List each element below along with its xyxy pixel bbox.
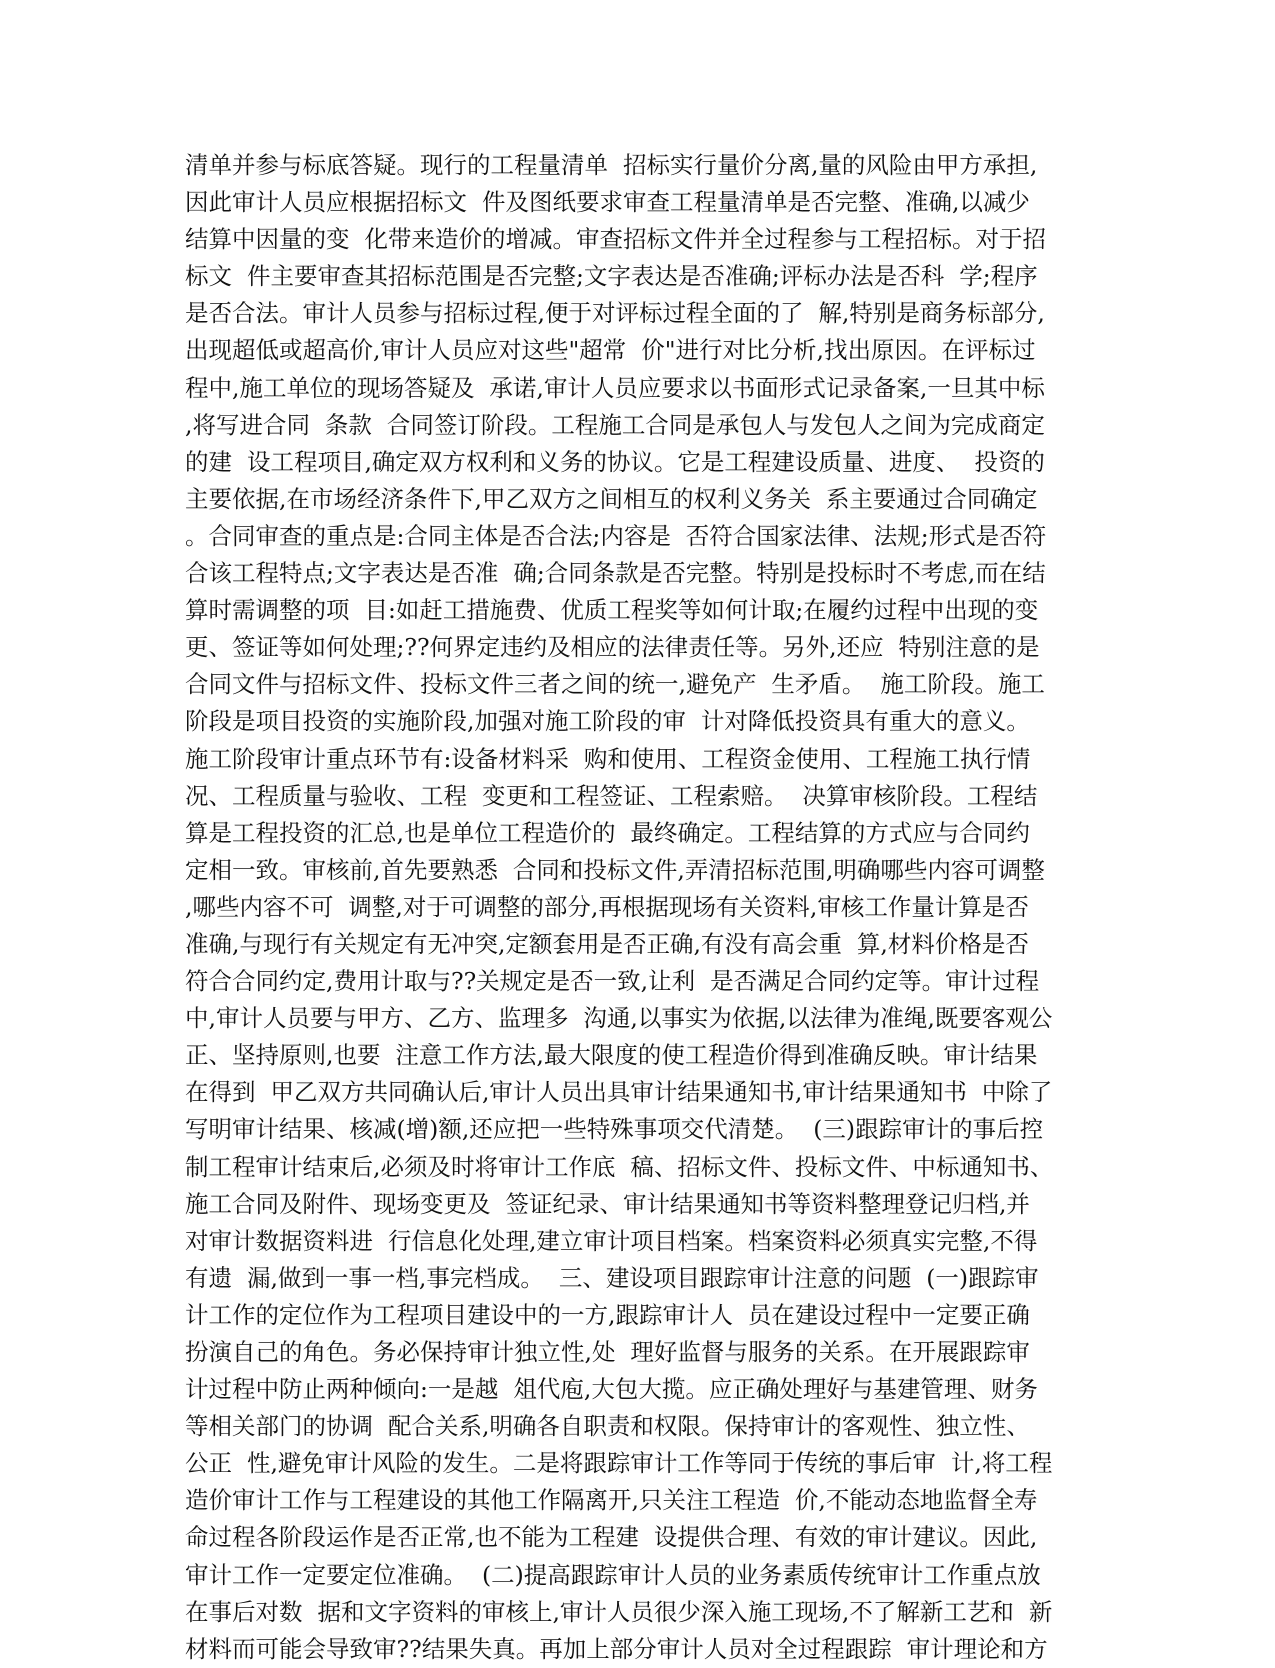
text-line: 命过程各阶段运作是否正常,也不能为工程建 设提供合理、有效的审计建议。因此, [185, 1523, 1038, 1552]
text-line: 况、工程质量与验收、工程 变更和工程签证、工程索赔。 决算审核阶段。工程结 [185, 781, 1038, 810]
text-line: 更、签证等如何处理;??何界定违约及相应的法律责任等。另外,还应 特别注意的是 [185, 633, 1040, 662]
text-line: 主要依据,在市场经济条件下,甲乙双方之间相互的权利义务关 系主要通过合同确定 [185, 484, 1038, 513]
text-line: 正、坚持原则,也要 注意工作方法,最大限度的使工程造价得到准确反映。审计结果 [185, 1041, 1038, 1070]
text-line: 在事后对数 据和文字资料的审核上,审计人员很少深入施工现场,不了解新工艺和 新 [185, 1597, 1053, 1626]
text-line: 审计工作一定要定位准确。 (二)提高跟踪审计人员的业务素质传统审计工作重点放 [185, 1560, 1041, 1589]
text-line: 算是工程投资的汇总,也是单位工程造价的 最终确定。工程结算的方式应与合同约 [185, 818, 1030, 847]
text-line: 扮演自己的角色。务必保持审计独立性,处 理好监督与服务的关系。在开展跟踪审 [185, 1338, 1030, 1366]
text-line: 标文 件主要审查其招标范围是否完整;文字表达是否准确;评标办法是否科 学;程序 [185, 262, 1038, 291]
text-line: 制工程审计结束后,必须及时将审计工作底 稿、招标文件、投标文件、中标通知书、 [185, 1152, 1054, 1181]
text-line: 写明审计结果、核减(增)额,还应把一些特殊事项交代清楚。 (三)跟踪审计的事后控 [185, 1115, 1044, 1144]
text-line: 对审计数据资料进 行信息化处理,建立审计项目档案。档案资料必须真实完整,不得 [185, 1226, 1038, 1255]
text-line: 计工作的定位作为工程项目建设中的一方,跟踪审计人 员在建设过程中一定要正确 [185, 1300, 1030, 1329]
text-line: ,将写进合同 条款 合同签订阶段。工程施工合同是承包人与发包人之间为完成商定 [185, 410, 1045, 439]
text-line: 准确,与现行有关规定有无冲突,定额套用是否正确,有没有高会重 算,材料价格是否 [185, 929, 1029, 958]
text-line: 施工阶段审计重点环节有:设备材料采 购和使用、工程资金使用、工程施工执行情 [185, 744, 1031, 773]
body-text [185, 147, 1095, 1668]
text-line: 计过程中防止两种倾向:一是越 俎代庖,大包大揽。应正确处理好与基建管理、财务 [185, 1375, 1038, 1404]
text-line: 合同文件与招标文件、投标文件三者之间的统一,避免产 生矛盾。 施工阶段。施工 [185, 670, 1045, 699]
text-line: 合该工程特点;文字表达是否准 确;合同条款是否完整。特别是投标时不考虑,而在结 [185, 559, 1046, 588]
text-line: 符合合同约定,费用计取与??关规定是否一致,让利 是否满足合同约定等。审计过程 [185, 967, 1040, 996]
text-line: 程中,施工单位的现场答疑及 承诺,审计人员应要求以书面形式记录备案,一旦其中标 [185, 373, 1045, 402]
text-line: 有遗 漏,做到一事一档,事完档成。 三、建设项目跟踪审计注意的问题 (一)跟踪审 [185, 1263, 1039, 1292]
text-line: 出现超低或超高价,审计人员应对这些"超常 价"进行对比分析,找出原因。在评标过 [185, 336, 1036, 365]
text-line: 结算中因量的变 化带来造价的增减。审查招标文件并全过程参与工程招标。对于招 [185, 225, 1046, 254]
text-line: 材料而可能会导致审??结果失真。再加上部分审计人员对全过程跟踪 审计理论和方 [185, 1634, 1048, 1663]
text-line: 中,审计人员要与甲方、乙方、监理多 沟通,以事实为依据,以法律为准绳,既要客观公 [185, 1004, 1053, 1033]
text-line: 的建 设工程项目,确定双方权利和义务的协议。它是工程建设质量、进度、 投资的 [185, 447, 1045, 476]
text-line: 等相关部门的协调 配合关系,明确各自职责和权限。保持审计的客观性、独立性、 [185, 1412, 1030, 1441]
text-line: 施工合同及附件、现场变更及 签证纪录、审计结果通知书等资料整理登记归档,并 [185, 1189, 1030, 1218]
text-line: 在得到 甲乙双方共同确认后,审计人员出具审计结果通知书,审计结果通知书 中除了 [185, 1078, 1053, 1107]
text-line: 。合同审查的重点是:合同主体是否合法;内容是 否符合国家法律、法规;形式是否符 [185, 521, 1047, 550]
text-line: 因此审计人员应根据招标文 件及图纸要求审查工程量清单是否完整、准确,以减少 [185, 188, 1030, 217]
text-line: 造价审计工作与工程建设的其他工作隔离开,只关注工程造 价,不能动态地监督全寿 [185, 1486, 1038, 1515]
text-line: 阶段是项目投资的实施阶段,加强对施工阶段的审 计对降低投资具有重大的意义。 [185, 707, 1030, 736]
text-line: 公正 性,避免审计风险的发生。二是将跟踪审计工作等同于传统的事后审 计,将工程 [185, 1449, 1053, 1478]
text-line: 算时需调整的项 目:如赶工措施费、优质工程奖等如何计取;在履约过程中出现的变 [185, 596, 1039, 625]
text-line: ,哪些内容不可 调整,对于可调整的部分,再根据现场有关资料,审核工作量计算是否 [185, 892, 1029, 921]
text-line: 定相一致。审核前,首先要熟悉 合同和投标文件,弄清招标范围,明确哪些内容可调整 [185, 855, 1045, 884]
text-line: 清单并参与标底答疑。现行的工程量清单 招标实行量价分离,量的风险由甲方承担, [185, 151, 1038, 179]
text-line: 是否合法。审计人员参与招标过程,便于对评标过程全面的了 解,特别是商务标部分, [185, 299, 1045, 328]
